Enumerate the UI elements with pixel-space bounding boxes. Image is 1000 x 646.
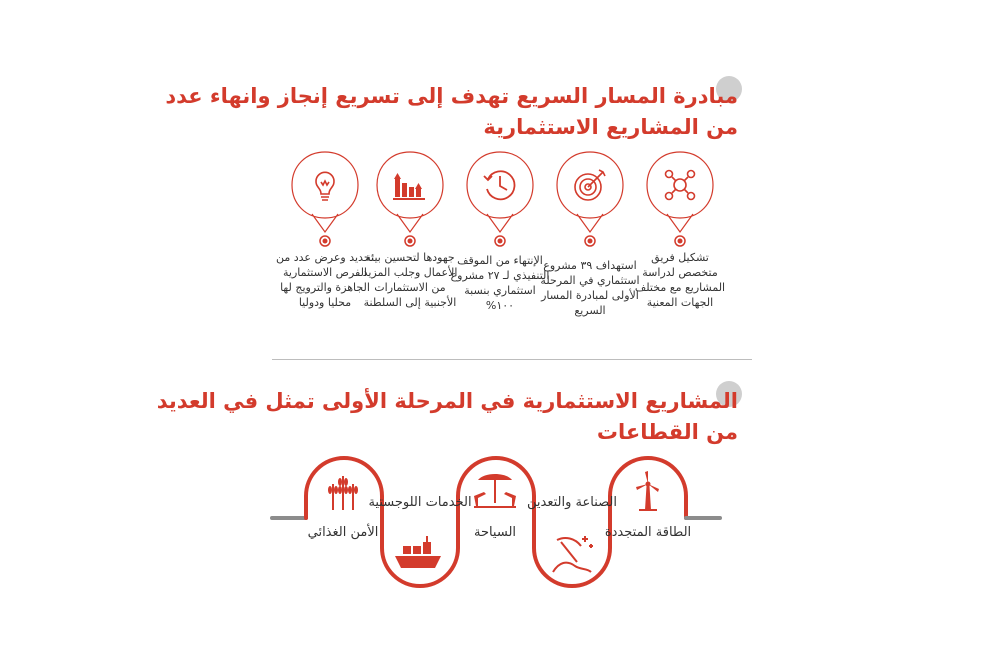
step-pin-team [645,150,715,254]
step-text-target: استهداف ٣٩ مشروع استثماري في المرحلة الأولى لمبادرة المسار السريع [540,259,640,317]
beach-umbrella-icon [470,470,520,512]
wind-turbine-icon [623,470,673,512]
sector-label-mining: الصناعة والتعدين [527,495,617,510]
step-text-clock: الإنتهاء من الموقف التنفيذي لـ ٢٧ مشروع استثماري بنسبة ١٠٠% [450,254,550,312]
step-pin-clock [465,150,535,254]
sector-label-renewable: الطاقة المتجددة [604,525,692,540]
sector-label-food: الأمن الغذائي [307,525,379,540]
sector-icon-mining [547,532,597,574]
step-text-team: تشكيل فريق متخصص لدراسة المشاريع مع مختلف الجهات المعنية [634,251,726,309]
growth-chart-icon [390,165,430,205]
cargo-ship-icon [393,532,443,574]
step-text-growth: جهودها لتحسين بيئة الأعمال وجلب المزيد من الاستثمارات الأجنبية إلى السلطنة [362,251,458,309]
sector-icon-food [318,470,368,512]
section1-title-line1: مبادرة المسار السريع تهدف إلى تسريع إنجاز وانهاء عدد [165,84,738,108]
sector-icon-renewable [623,470,673,512]
section2-title-line2: من القطاعات [596,420,738,444]
step-text-lightbulb: تحديد وعرض عدد من الفرص الاستثمارية الجاهزة والترويج لها محليا ودوليا [275,251,374,309]
wheat-icon [318,470,368,512]
mining-icon [547,532,597,574]
section-divider [272,359,752,360]
sector-label-logistics: الخدمات اللوجستية [368,495,472,510]
step-pin-growth [375,150,445,254]
target-icon [570,165,610,205]
section2-title-line1: المشاريع الاستثمارية في المرحلة الأولى تمثل في العديد [156,389,738,413]
step-pin-target [555,150,625,254]
team-network-icon [660,165,700,205]
sector-icon-logistics [393,532,443,574]
step-pin-lightbulb [290,150,360,254]
section1-title-line2: من المشاريع الاستثمارية [483,115,738,139]
lightbulb-icon [305,165,345,205]
sector-icon-tourism [470,470,520,512]
clock-icon [480,165,520,205]
sector-label-tourism: السياحة [473,525,517,540]
